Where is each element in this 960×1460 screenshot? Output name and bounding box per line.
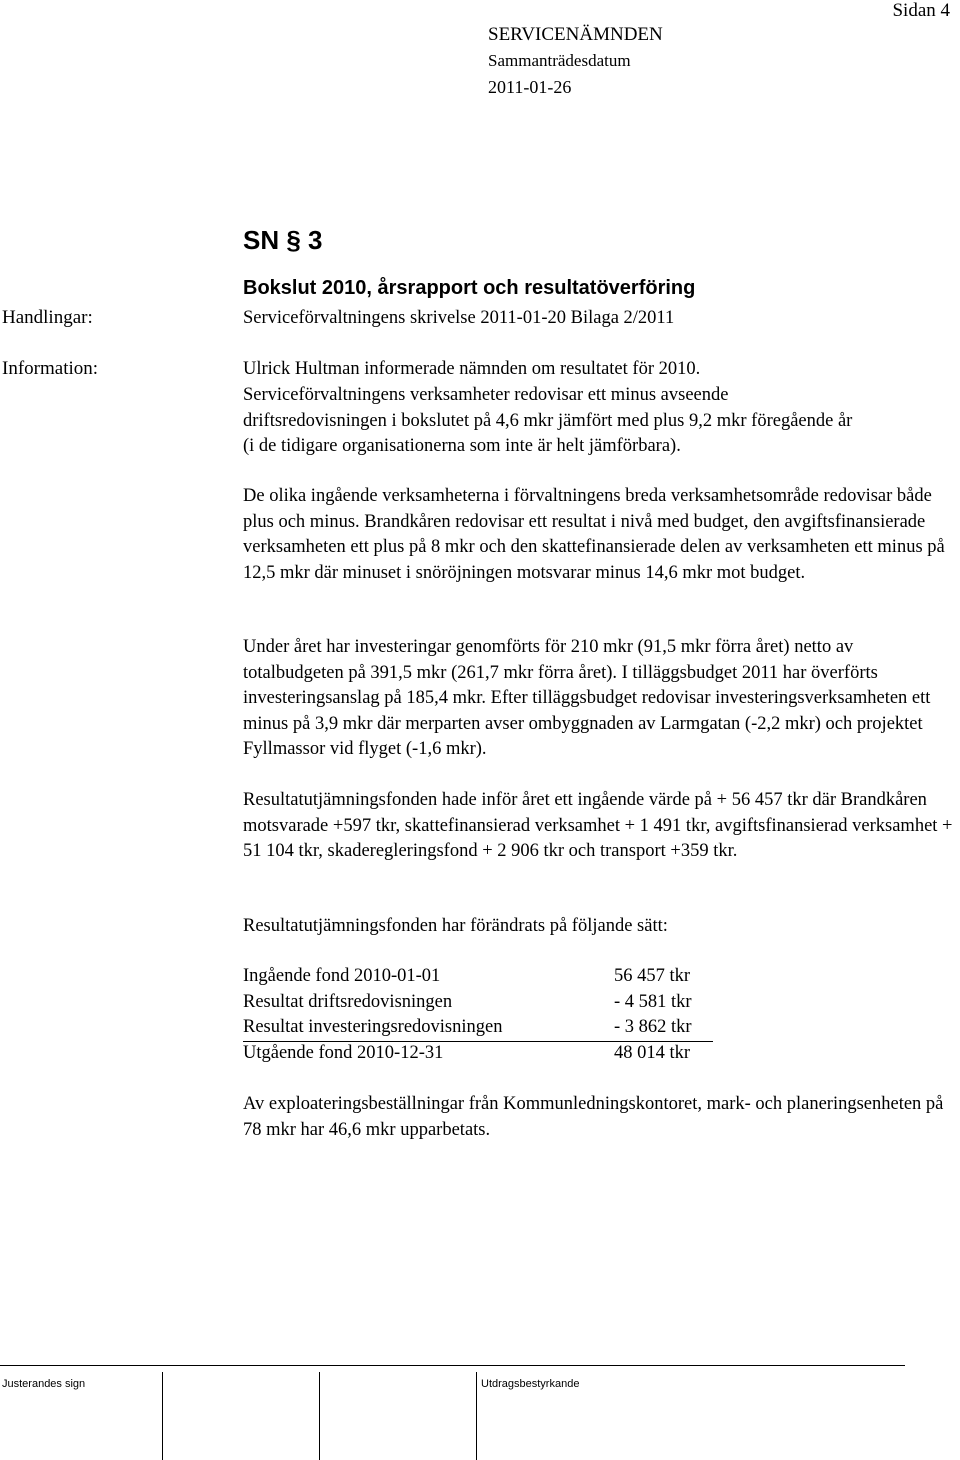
paragraph-exploitation: Av exploateringsbeställningar från Kommunledningskontoret, mark- och planeringsenheten på 78 mkr har 46,6 mkr upparbetats. <box>243 1094 944 1140</box>
paragraph-investments: Under året har investeringar genomförts för 210 mkr (91,5 mkr förra året) netto av totalbudgeten på 391,5 mkr (261,7 mkr förra året). I tilläggsbudget 2011 har överförts investeringsanslag på 185,4 mkr. Efter tilläggsbudget redovisar investeringsverksamheten ett minus på 3,9 mkr där merparten avser ombyggnaden av Larmgatan (-2,2 mkr) och projektet Fyllmassor vid flyget (-1,6 mkr). <box>243 637 931 760</box>
footer-divider <box>0 1365 905 1366</box>
extract-certification-label: Utdragsbestyrkande <box>481 1378 580 1390</box>
information-label: Information: <box>2 358 99 379</box>
information-line: (i de tidigare organisationerna som inte är helt jämförbara). <box>243 436 681 456</box>
fund-row-operating-result <box>243 992 713 1018</box>
meeting-date-label: Sammanträdesdatum <box>488 51 631 70</box>
documents-text: Serviceförvaltningens skrivelse 2011-01-20 Bilaga 2/2011 <box>243 308 675 328</box>
fund-row-amount: - 4 581 tkr <box>614 991 692 1012</box>
fund-row-opening <box>243 966 713 992</box>
signature-label: Justerandes sign <box>2 1378 86 1390</box>
fund-table <box>243 966 713 1069</box>
fund-row-amount: - 3 862 tkr <box>614 1017 692 1037</box>
fund-row-label: Utgående fond 2010-12-31 <box>243 1043 444 1064</box>
fund-row-amount: 56 457 tkr <box>614 966 691 986</box>
information-line: Ulrick Hultman informerade nämnden om resultatet för 2010. <box>243 359 701 379</box>
fund-row-closing <box>243 1043 713 1069</box>
signature-box-divider <box>319 1372 320 1460</box>
information-line: driftsredovisningen i bokslutet på 4,6 mkr jämfört med plus 9,2 mkr föregående år <box>243 411 853 431</box>
fund-row-label: Resultat driftsredovisningen <box>243 991 453 1012</box>
information-line: Serviceförvaltningens verksamheter redovisar ett minus avseende <box>243 385 729 405</box>
signature-box-divider <box>476 1372 477 1460</box>
case-number: SN § 3 <box>243 225 323 255</box>
fund-row-label: Ingående fond 2010-01-01 <box>243 966 441 986</box>
paragraph-results: De olika ingående verksamheterna i förvaltningens breda verksamhetsområde redovisar både plus och minus. Brandkåren redovisar ett resultat i nivå med budget, den avgiftsfinansierade verksamheten ett plus på 8 mkr och den skattefinansierade delen av verksamheten ett minus på 12,5 mkr där minuset i snöröjningen motsvarar minus 14,6 mkr mot budget. <box>243 486 945 583</box>
case-title: Bokslut 2010, årsrapport och resultatöverföring <box>243 277 696 299</box>
paragraph-fund-opening: Resultatutjämningsfonden hade inför året ett ingående värde på + 56 457 tkr där Brandkåren motsvarade +597 tkr, skattefinansierad verksamhet + 1 491 tkr, avgiftsfinansierad verksamhet + 51 104 tkr, skaderegleringsfond + 2 906 tkr och transport +359 tkr. <box>243 790 953 862</box>
page-number: Sidan 4 <box>892 0 950 21</box>
meeting-date: 2011-01-26 <box>488 77 572 97</box>
signature-box-divider <box>162 1372 163 1460</box>
paragraph-fund-change-intro: Resultatutjämningsfonden har förändrats på följande sätt: <box>243 916 668 936</box>
documents-label: Handlingar: <box>2 307 93 328</box>
fund-row-amount: 48 014 tkr <box>614 1043 691 1064</box>
fund-row-investment-result <box>243 1017 713 1042</box>
fund-row-label: Resultat investeringsredovisningen <box>243 1017 503 1037</box>
committee-name: SERVICENÄMNDEN <box>488 24 663 45</box>
